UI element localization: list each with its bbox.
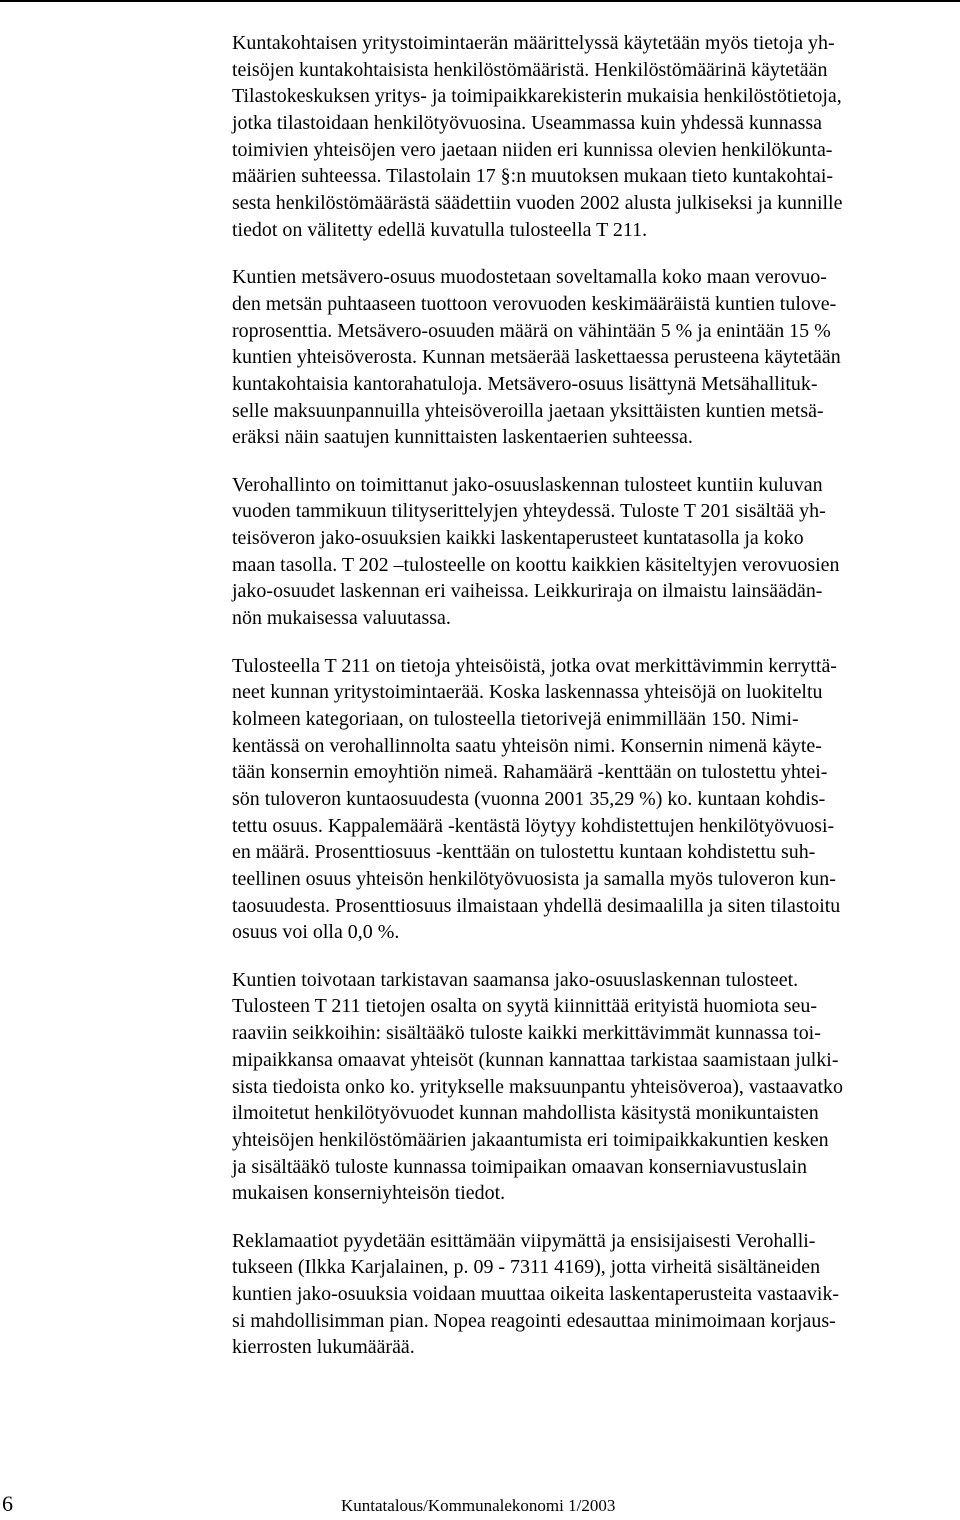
text-line: tään konsernin emoyhtiön nimeä. Rahamäärä -kenttään on tulostettu yhtei- [232, 761, 828, 784]
body-text [232, 30, 960, 1361]
text-line: eräksi näin saatujen kunnittaisten laskentaerien suhteessa. [232, 426, 693, 449]
text-line: Verohallinto on toimittanut jako-osuuslaskennan tulosteet kuntiin kuluvan [232, 473, 823, 496]
text-line: kuntien yhteisöverosta. Kunnan metsäerää laskettaessa perusteena käytetään [232, 346, 841, 369]
text-line: sista tiedoista onko ko. yritykselle maksuunpantu yhteisöveroa), vastaavatko [232, 1075, 844, 1098]
text-line: tukseen (Ilkka Karjalainen, p. 09 - 7311 4169), jotta virheitä sisältäneiden [232, 1256, 821, 1279]
text-line: den metsän puhtaaseen tuottoon verovuoden keskimääräistä kuntien tulove- [232, 292, 837, 315]
text-line: jako-osuudet laskennan eri vaiheissa. Leikkuriraja on ilmaistu lainsäädän- [232, 580, 823, 603]
text-line: teellinen osuus yhteisön henkilötyövuosista ja samalla myös tuloveron kun- [232, 868, 836, 890]
text-line: toimivien yhteisöjen vero jaetaan niiden eri kunnissa olevien henkilökunta- [232, 138, 833, 161]
page-number: 6 [2, 1491, 13, 1516]
text-line: Kuntakohtaisen yritystoimintaerän määrittelyssä käytetään myös tietoja yh- [232, 32, 835, 54]
text-line: määrien suhteessa. Tilastolain 17 §:n muutoksen mukaan tieto kuntakohtai- [232, 165, 834, 188]
text-line: roprosenttia. Metsävero-osuuden määrä on vähintään 5 % ja enintään 15 % [232, 319, 831, 342]
paragraph-2 [232, 264, 960, 451]
text-line: si mahdollisimman pian. Nopea reagointi edesauttaa minimoimaan korjaus- [232, 1309, 836, 1332]
text-line: ilmoitetut henkilötyövuodet kunnan mahdollista käsitystä monikuntaisten [232, 1102, 819, 1125]
text-line: maan tasolla. T 202 –tulosteelle on koottu kaikkien käsiteltyjen verovuosien [232, 553, 840, 576]
paragraph-4 [232, 653, 960, 947]
text-line: Tulosteen T 211 tietojen osalta on syytä kiinnittää erityistä huomiota seu- [232, 995, 818, 1018]
text-line: kolmeen kategoriaan, on tulosteella tietorivejä enimmillään 150. Nimi- [232, 707, 799, 730]
text-line: teisöjen kuntakohtaisista henkilöstömääristä. Henkilöstömäärinä käytetään [232, 58, 828, 81]
text-line: mipaikkansa omaavat yhteisöt (kunnan kannattaa tarkistaa saamistaan julki- [232, 1048, 839, 1071]
text-line: sesta henkilöstömäärästä säädettiin vuoden 2002 alusta julkiseksi ja kunnille [232, 192, 843, 215]
text-line: Tulosteella T 211 on tietoja yhteisöistä, jotka ovat merkittävimmin kerryttä- [232, 654, 837, 677]
text-line: taosuudesta. Prosenttiosuus ilmaistaan yhdellä desimaalilla ja siten tilastoitu [232, 894, 841, 917]
text-line: sön tuloveron kuntaosuudesta (vuonna 2001 35,29 %) ko. kuntaan kohdis- [232, 787, 826, 810]
paragraph-1 [232, 30, 960, 244]
text-line: kuntakohtaisia kantorahatuloja. Metsävero-osuus lisättynä Metsähallituk- [232, 372, 818, 395]
text-line: tiedot on välitetty edellä kuvatulla tulosteella T 211. [232, 218, 648, 241]
text-line: Kuntien toivotaan tarkistavan saamansa jako-osuuslaskennan tulosteet. [232, 968, 799, 991]
text-line: raaviin seikkoihin: sisältääkö tuloste kaikki merkittävimmät kunnassa toi- [232, 1022, 821, 1045]
text-line: yhteisöjen henkilöstömäärien jakaantumista eri toimipaikkakuntien kesken [232, 1128, 829, 1151]
text-line: kuntien jako-osuuksia voidaan muuttaa oikeita laskentaperusteita vastaavik- [232, 1283, 840, 1305]
text-line: Reklamaatiot pyydetään esittämään viipymättä ja ensisijaisesti Verohalli- [232, 1229, 816, 1252]
text-line: ja sisältääkö tuloste kunnassa toimipaikan omaavan konserniavustuslain [232, 1155, 807, 1178]
text-line: selle maksuunpannuilla yhteisöveroilla jaetaan yksittäisten kuntien metsä- [232, 399, 824, 422]
text-line: kentässä on verohallinnolta saatu yhteisön nimi. Konsernin nimenä käyte- [232, 734, 822, 757]
text-line: Tilastokeskuksen yritys- ja toimipaikkarekisterin mukaisia henkilöstötietoja, [232, 85, 842, 108]
text-line: kierrosten lukumäärää. [232, 1336, 415, 1359]
text-line: jotka tilastoidaan henkilötyövuosina. Useammassa kuin yhdessä kunnassa [232, 112, 822, 135]
footer-journal: Kuntatalous/Kommunalekonomi 1/2003 [341, 1496, 616, 1515]
top-rule [0, 0, 960, 2]
text-line: osuus voi olla 0,0 %. [232, 921, 400, 944]
text-line: tettu osuus. Kappalemäärä -kentästä löytyy kohdistettujen henkilötyövuosi- [232, 814, 835, 837]
text-line: neet kunnan yritystoimintaerää. Koska laskennassa yhteisöjä on luokiteltu [232, 681, 823, 704]
text-line: nön mukaisessa valuutassa. [232, 607, 451, 630]
text-line: mukaisen konserniyhteisön tiedot. [232, 1182, 506, 1205]
paragraph-5 [232, 967, 960, 1207]
text-line: en määrä. Prosenttiosuus -kenttään on tulostettu kuntaan kohdistettu suh- [232, 841, 816, 864]
paragraph-6 [232, 1228, 960, 1361]
text-line: Kuntien metsävero-osuus muodostetaan soveltamalla koko maan verovuo- [232, 266, 827, 289]
text-line: teisöveron jako-osuuksien kaikki laskentaperusteet kuntatasolla ja koko [232, 527, 804, 550]
text-line: vuoden tammikuun tilityserittelyjen yhteydessä. Tuloste T 201 sisältää yh- [232, 500, 826, 523]
paragraph-3 [232, 472, 960, 632]
